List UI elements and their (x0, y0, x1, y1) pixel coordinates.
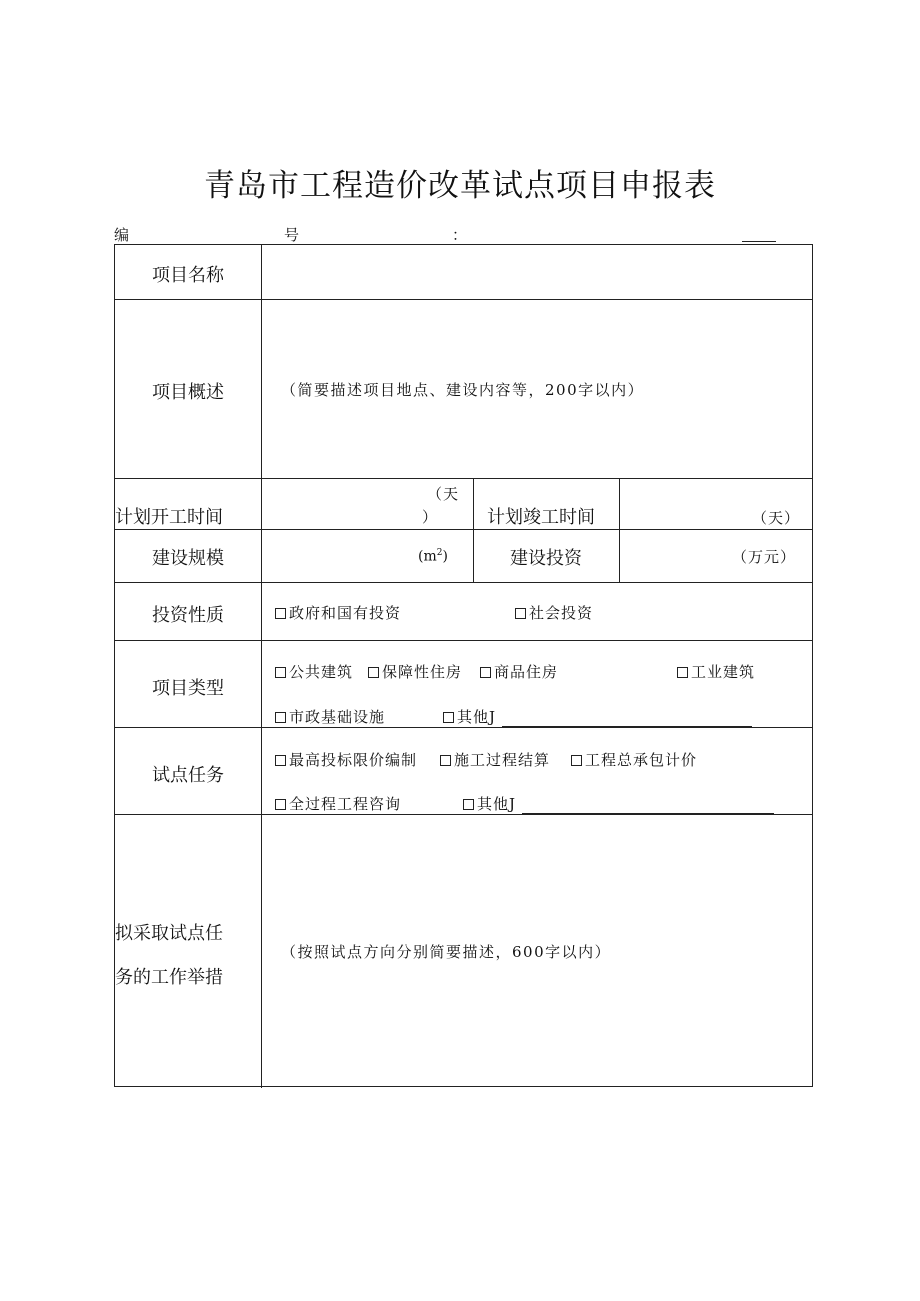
project-name-field[interactable] (262, 245, 813, 299)
option-label: 政府和国有投资 (289, 604, 402, 622)
other-task-blank[interactable] (522, 799, 774, 814)
start-date-label: 计划开工时间 (115, 507, 223, 528)
option-label: 商品住房 (494, 663, 559, 681)
option-social-investment[interactable] (515, 602, 593, 623)
checkbox-icon[interactable] (677, 667, 688, 678)
option-process-settlement[interactable] (440, 749, 550, 770)
column-divider (619, 478, 620, 582)
end-date-label: 计划竣工时间 (487, 507, 595, 528)
checkbox-icon[interactable] (275, 667, 286, 678)
option-label: 最高投标限价编制 (289, 751, 418, 769)
option-commercial-housing[interactable] (480, 661, 558, 682)
number-blank[interactable] (742, 241, 776, 242)
scale-unit[interactable]: $(m^2)$ (418, 548, 448, 565)
option-label: 施工过程结算 (454, 751, 551, 769)
option-label: 公共建筑 (289, 663, 354, 681)
row-divider (115, 640, 812, 641)
checkbox-icon[interactable] (275, 799, 286, 810)
option-municipal-infrastructure[interactable] (275, 706, 385, 727)
investment-nature-label: 投资性质 (152, 605, 224, 626)
checkbox-icon[interactable] (275, 712, 286, 723)
start-date-unit-close: ） (422, 508, 439, 526)
measures-field[interactable]: （按照试点方向分别简要描述，600字以内） (281, 943, 612, 961)
overview-field[interactable]: （简要描述项目地点、建设内容等，200字以内） (281, 381, 645, 399)
option-bid-ceiling-price[interactable] (275, 749, 417, 770)
overview-label: 项目概述 (152, 382, 224, 403)
checkbox-icon[interactable] (571, 755, 582, 766)
investment-label: 建设投资 (510, 548, 582, 569)
project-type-label: 项目类型 (152, 678, 224, 699)
checkbox-icon[interactable] (275, 608, 286, 619)
option-label: 全过程工程咨询 (289, 795, 402, 813)
application-form-table (114, 244, 813, 1087)
option-other-type[interactable] (443, 706, 752, 727)
number-label-part1: 编 (114, 226, 130, 244)
option-label: 其他J (457, 708, 497, 726)
page-title: 青岛市工程造价改革试点项目申报表 (204, 168, 716, 204)
number-label-part2: 号 (284, 226, 300, 244)
other-type-blank[interactable] (502, 712, 752, 727)
serial-number-row (114, 224, 814, 244)
row-divider (115, 582, 812, 583)
measures-label-line2: 务的工作举措 (115, 967, 223, 988)
checkbox-icon[interactable] (368, 667, 379, 678)
number-colon: ： (452, 226, 468, 244)
option-government-investment[interactable] (275, 602, 401, 623)
scale-label: 建设规模 (152, 548, 224, 569)
project-name-label: 项目名称 (152, 265, 224, 286)
option-label: 其他J (477, 795, 517, 813)
row-divider (115, 299, 812, 300)
row-divider (115, 529, 812, 530)
option-whole-process-consulting[interactable] (275, 793, 401, 814)
investment-unit[interactable]: （万元） (732, 548, 797, 566)
checkbox-icon[interactable] (443, 712, 454, 723)
option-label: 市政基础设施 (289, 708, 386, 726)
column-divider (261, 245, 262, 1088)
option-label: 社会投资 (529, 604, 594, 622)
option-affordable-housing[interactable] (368, 661, 462, 682)
row-divider (115, 814, 812, 815)
measures-label-line1: 拟采取试点任 (115, 923, 223, 944)
end-date-unit[interactable]: （天） (752, 509, 801, 527)
start-date-unit: （天 (427, 485, 460, 503)
option-label: 工业建筑 (691, 663, 756, 681)
option-other-task[interactable] (463, 793, 774, 814)
checkbox-icon[interactable] (480, 667, 491, 678)
option-epc-pricing[interactable] (571, 749, 697, 770)
option-label: 保障性住房 (382, 663, 463, 681)
option-public-building[interactable] (275, 661, 353, 682)
checkbox-icon[interactable] (515, 608, 526, 619)
checkbox-icon[interactable] (463, 799, 474, 810)
option-industrial-building[interactable] (677, 661, 755, 682)
row-divider (115, 478, 812, 479)
pilot-task-label: 试点任务 (152, 765, 224, 786)
option-label: 工程总承包计价 (585, 751, 698, 769)
row-divider (115, 727, 812, 728)
checkbox-icon[interactable] (440, 755, 451, 766)
checkbox-icon[interactable] (275, 755, 286, 766)
